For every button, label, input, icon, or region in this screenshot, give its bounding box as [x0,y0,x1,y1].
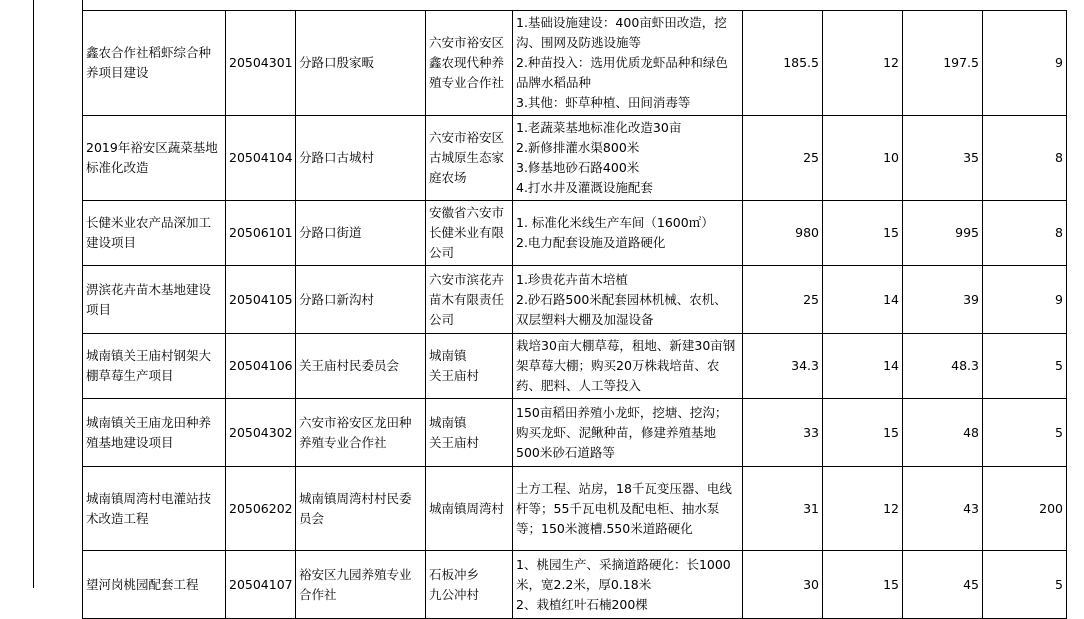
value-cell [743,201,823,266]
location-cell-text: 城南镇周湾村村民委员会 [299,490,412,526]
value-cell-text: 31 [803,500,819,516]
table-row [83,116,1067,201]
content-cell-text: 1、桃园生产、采摘道路硬化：长1000米，宽2.2米，厚0.18米 2、栽植红叶石楠200棵 [516,556,731,612]
value-cell-text: 200 [1039,500,1063,516]
value-cell [983,551,1067,619]
content-cell [513,399,743,467]
value-cell-text: 9 [1055,55,1063,70]
content-cell [513,201,743,266]
value-cell-text: 5 [1055,576,1063,592]
value-cell-text: 980 [795,225,819,240]
project-code-cell [226,467,296,551]
value-cell-text: 25 [803,291,819,307]
project-code-cell-text: 20504105 [229,291,293,307]
value-cell [903,399,983,467]
owner-cell-text: 安徽省六安市长健米业有限公司 [429,205,505,260]
table-row [83,551,1067,619]
value-cell-text: 8 [1055,225,1063,240]
value-cell [903,266,983,334]
value-cell [743,116,823,201]
location-cell [296,201,426,266]
location-cell [296,116,426,201]
location-cell-text: 分路口新沟村 [299,291,375,307]
project-code-cell [226,551,296,619]
project-code-cell [226,266,296,334]
owner-cell [426,11,513,116]
value-cell-text: 35 [963,150,979,165]
project-name-cell [83,399,226,467]
project-name-cell [83,334,226,399]
owner-cell [426,266,513,334]
project-code-cell [226,334,296,399]
project-name-cell-text: 城南镇关王庙龙田种养殖基地建设项目 [86,414,212,450]
project-name-cell-text: 城南镇关王庙村钢架大棚草莓生产项目 [86,348,212,383]
table-row [83,467,1067,551]
value-cell [983,334,1067,399]
value-cell [983,467,1067,551]
owner-cell [426,399,513,467]
owner-cell-text: 城南镇周湾村 [429,500,505,516]
location-cell-text: 六安市裕安区龙田种养殖专业合作社 [299,414,412,450]
project-name-cell-text: 城南镇周湾村电灌站技术改造工程 [86,490,212,526]
value-cell [823,467,903,551]
value-cell-text: 185.5 [783,55,819,70]
content-cell [513,266,743,334]
value-cell [983,399,1067,467]
owner-cell-text: 六安市滨花卉苗木有限责任公司 [429,271,505,327]
owner-cell [426,467,513,551]
content-cell [513,467,743,551]
project-name-cell [83,551,226,619]
value-cell-text: 33 [803,424,819,440]
owner-cell-text: 城南镇 关王庙村 [429,414,480,450]
content-cell-text: 栽培30亩大棚草莓，租地、新建30亩钢架草莓大棚；购买20万株栽培苗、农药、肥料、人工等投入 [516,338,736,393]
value-cell-text: 10 [883,150,899,165]
content-cell [513,551,743,619]
content-cell-text: 1. 标准化米线生产车间（1600㎡） 2.电力配套设施及道路硬化 [516,215,714,250]
owner-cell-text: 石板冲乡 九公冲村 [429,566,480,602]
table-row [83,11,1067,116]
project-name-cell-text: 2019年裕安区蔬菜基地标准化改造 [86,140,218,175]
project-name-cell [83,467,226,551]
owner-cell-text: 城南镇 关王庙村 [429,348,480,383]
project-name-cell-text: 长健米业农产品深加工建设项目 [86,215,212,250]
location-cell [296,551,426,619]
project-code-cell-text: 20506202 [229,500,293,516]
value-cell-text: 197.5 [943,55,979,70]
content-cell-text: 土方工程、站房，18千瓦变压器、电线杆等；55千瓦电机及配电柜、抽水泵等；150米渡槽.550米道路硬化 [516,480,732,536]
value-cell-text: 12 [883,500,899,516]
value-cell-text: 8 [1055,150,1063,165]
project-name-cell [83,116,226,201]
location-cell [296,11,426,116]
value-cell [983,11,1067,116]
value-cell [743,399,823,467]
value-cell [983,266,1067,334]
value-cell [983,116,1067,201]
location-cell-text: 分路口街道 [299,225,362,240]
content-cell-text: 1.老蔬菜基地标准化改造30亩 2.新修排灌水渠800米 3.修基地砂石路400米 4.打水井及灌溉设施配套 [516,120,682,195]
project-code-cell-text: 20504302 [229,424,293,440]
content-cell [513,116,743,201]
value-cell-text: 5 [1055,424,1063,440]
value-cell-text: 5 [1055,358,1063,373]
value-cell-text: 995 [955,225,979,240]
value-cell [903,467,983,551]
value-cell [823,551,903,619]
value-cell [823,201,903,266]
table-row [83,266,1067,334]
project-name-cell-text: 鑫农合作社稻虾综合种养项目建设 [86,45,212,80]
value-cell [903,201,983,266]
value-cell [743,266,823,334]
value-cell-text: 25 [803,150,819,165]
value-cell-text: 34.3 [791,358,819,373]
content-cell [513,11,743,116]
owner-cell [426,334,513,399]
value-cell [903,11,983,116]
value-cell [903,334,983,399]
value-cell-text: 48.3 [951,358,979,373]
value-cell [903,551,983,619]
value-cell [743,551,823,619]
location-cell [296,467,426,551]
location-cell-text: 裕安区九园养殖专业合作社 [299,566,412,602]
project-name-cell [83,266,226,334]
value-cell [823,116,903,201]
location-cell-text: 分路口殷家畈 [299,55,375,70]
project-code-cell [226,11,296,116]
value-cell [743,467,823,551]
value-cell-text: 9 [1055,291,1063,307]
project-code-cell-text: 20506101 [229,225,293,240]
location-cell [296,334,426,399]
owner-cell [426,116,513,201]
project-name-cell-text: 望河岗桃园配套工程 [86,576,199,592]
location-cell-text: 分路口古城村 [299,150,375,165]
project-code-cell [226,116,296,201]
project-code-cell-text: 20504106 [229,358,293,373]
value-cell [743,334,823,399]
value-cell [823,334,903,399]
value-cell-text: 39 [963,291,979,307]
table-row [83,334,1067,399]
owner-cell-text: 六安市裕安区古城原生态家庭农场 [429,130,505,185]
project-code-cell [226,399,296,467]
project-code-cell-text: 20504301 [229,55,293,70]
owner-cell [426,551,513,619]
value-cell-text: 12 [883,55,899,70]
content-cell-text: 1.珍贵花卉苗木培植 2.砂石路500米配套园林机械、农机、双层塑料大棚及加湿设备 [516,271,727,327]
project-code-cell-text: 20504107 [229,576,293,592]
value-cell [903,116,983,201]
owner-cell [426,201,513,266]
project-name-cell [83,201,226,266]
content-cell-text: 1.基础设施建设：400亩虾田改造，挖沟、围网及防逃设施等 2.种苗投入：选用优质龙虾品种和绿色品牌水稻品种 3.其他：虾草种植、田间消毒等 [516,15,728,110]
project-code-cell-text: 20504104 [229,150,293,165]
project-name-cell-text: 淠滨花卉苗木基地建设项目 [86,281,212,317]
table-row [83,399,1067,467]
value-cell-text: 14 [883,291,899,307]
value-cell [823,11,903,116]
location-cell-text: 关王庙村民委员会 [299,358,400,373]
value-cell [823,399,903,467]
owner-cell-text: 六安市裕安区鑫农现代种养殖专业合作社 [429,35,505,90]
content-cell-text: 150亩稻田养殖小龙虾，挖塘、挖沟；购买龙虾、泥鳅种苗，修建养殖基地500米砂石道路等 [516,404,728,460]
value-cell-text: 45 [963,576,979,592]
project-code-cell [226,201,296,266]
value-cell-text: 48 [963,424,979,440]
value-cell-text: 14 [883,358,899,373]
location-cell [296,399,426,467]
value-cell-text: 15 [883,225,899,240]
value-cell-text: 15 [883,424,899,440]
table-row [83,201,1067,266]
value-cell [983,201,1067,266]
project-name-cell [83,11,226,116]
project-table [82,10,1067,619]
page-margin-line [33,0,34,588]
content-cell [513,334,743,399]
value-cell-text: 30 [803,576,819,592]
value-cell-text: 43 [963,500,979,516]
location-cell [296,266,426,334]
value-cell [823,266,903,334]
value-cell-text: 15 [883,576,899,592]
value-cell [743,11,823,116]
